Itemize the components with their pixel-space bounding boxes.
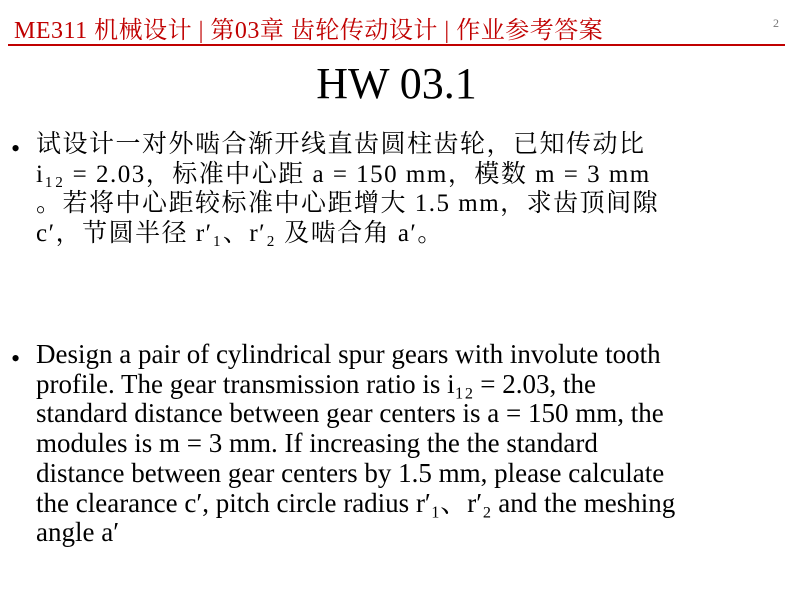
problem-cn-line: i₁₂ = 2.03，标准中心距 a = 150 mm，模数 m = 3 mm — [36, 160, 651, 188]
problem-cn-line: 。若将中心距较标准中心距增大 1.5 mm，求齿顶间隙 — [36, 190, 660, 217]
header-divider — [8, 44, 785, 46]
problem-cn-line: 试设计一对外啮合渐开线直齿圆柱齿轮，已知传动比 — [36, 131, 646, 158]
problem-statement-english — [11, 339, 779, 548]
problem-en-line: profile. The gear transmission ratio is i₁₂ = 2.03, the — [36, 368, 596, 399]
problem-en-line: distance between gear centers by 1.5 mm, please calculate — [36, 457, 665, 488]
problem-en-line: Design a pair of cylindrical spur gears with involute tooth — [36, 339, 661, 369]
slide-header — [14, 8, 779, 44]
problem-cn-line: c′，节圆半径 r′₁、r′₂ 及啮合角 a′。 — [36, 219, 444, 247]
page-number: 2 — [773, 16, 779, 30]
problem-en-line: angle a′ — [36, 517, 120, 548]
course-header-title: ME311 机械设计 | 第03章 齿轮传动设计 | 作业参考答案 — [14, 18, 604, 44]
slide-title: HW 03.1 — [316, 59, 477, 108]
problem-en-line: standard distance between gear centers is a = 150 mm, the — [36, 398, 664, 429]
problem-statement-chinese — [11, 130, 779, 248]
bullet-icon: • — [11, 344, 21, 373]
bullet-icon: • — [11, 134, 22, 163]
problem-en-line: modules is m = 3 mm. If increasing the the standard — [36, 428, 598, 459]
problem-en-line: the clearance c′, pitch circle radius r′₁、r′₂ and the meshing — [36, 487, 676, 518]
